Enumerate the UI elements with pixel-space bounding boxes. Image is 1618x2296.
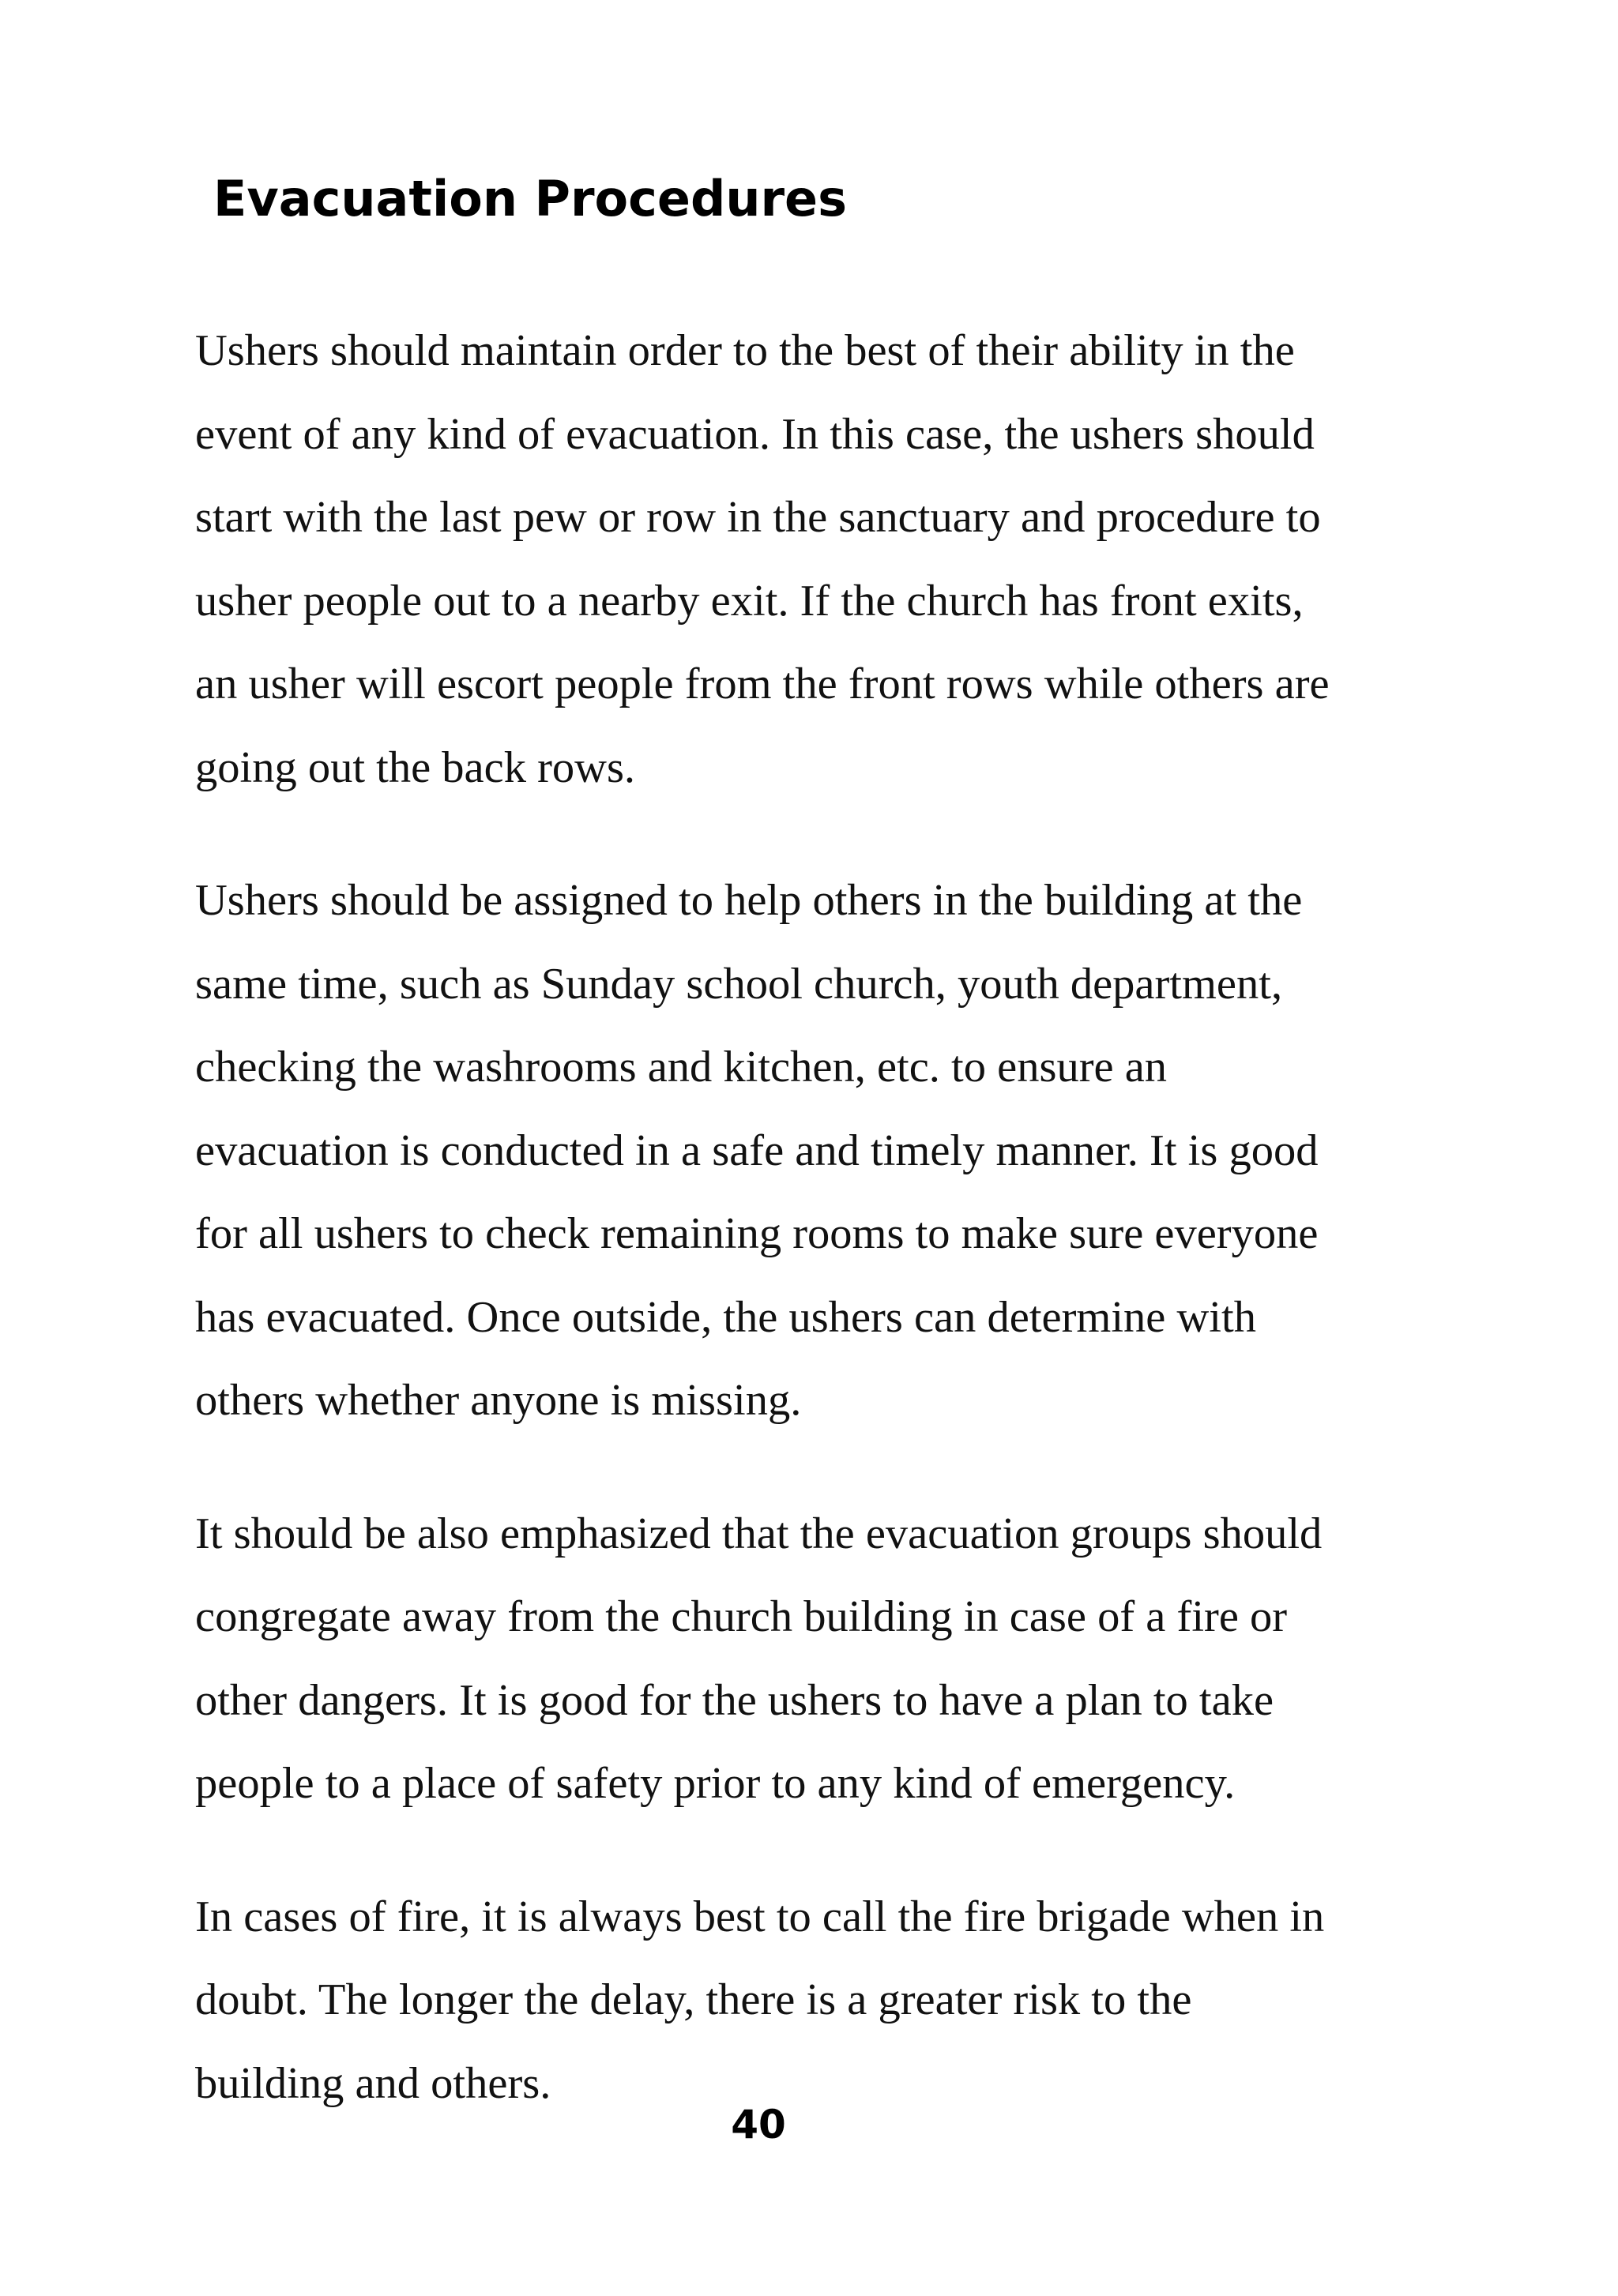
text-line: other dangers. It is good for the ushers to have a plan to take xyxy=(195,1675,1274,1725)
text-line: building and others. xyxy=(195,2058,551,2108)
text-line: people to a place of safety prior to any kind of emergency. xyxy=(195,1759,1236,1808)
paragraph-usher-assignments xyxy=(195,859,1443,1443)
text-line: It should be also emphasized that the evacuation groups should xyxy=(195,1509,1323,1558)
page-title: Evacuation Procedures xyxy=(213,170,848,227)
body-text xyxy=(195,310,1443,2175)
text-line: In cases of fire, it is always best to call the fire brigade when in xyxy=(195,1892,1325,1941)
text-line: congregate away from the church building in case of a fire or xyxy=(195,1592,1288,1641)
paragraph-evacuation-order xyxy=(195,310,1443,810)
text-line: Ushers should maintain order to the best of their ability in the xyxy=(195,326,1295,375)
paragraph-congregate-away xyxy=(195,1493,1443,1826)
text-line: checking the washrooms and kitchen, etc. to ensure an xyxy=(195,1043,1168,1092)
text-line: for all ushers to check remaining rooms to make sure everyone xyxy=(195,1209,1319,1258)
text-line: Ushers should be assigned to help others in the building at the xyxy=(195,876,1303,925)
text-line: has evacuated. Once outside, the ushers can determine with xyxy=(195,1292,1256,1342)
text-line: event of any kind of evacuation. In this case, the ushers should xyxy=(195,409,1315,459)
text-line: doubt. The longer the delay, there is a greater risk to the xyxy=(195,1975,1192,2024)
text-line: start with the last pew or row in the sanctuary and procedure to xyxy=(195,493,1321,542)
page-number: 40 xyxy=(731,2102,786,2148)
text-line: an usher will escort people from the front rows while others are xyxy=(195,659,1330,708)
text-line: going out the back rows. xyxy=(195,742,636,792)
text-line: evacuation is conducted in a safe and timely manner. It is good xyxy=(195,1125,1319,1175)
text-line: same time, such as Sunday school church, youth department, xyxy=(195,959,1283,1009)
text-line: others whether anyone is missing. xyxy=(195,1376,802,1425)
text-line: usher people out to a nearby exit. If the church has front exits, xyxy=(195,576,1304,626)
paragraph-fire-brigade xyxy=(195,1876,1443,2126)
